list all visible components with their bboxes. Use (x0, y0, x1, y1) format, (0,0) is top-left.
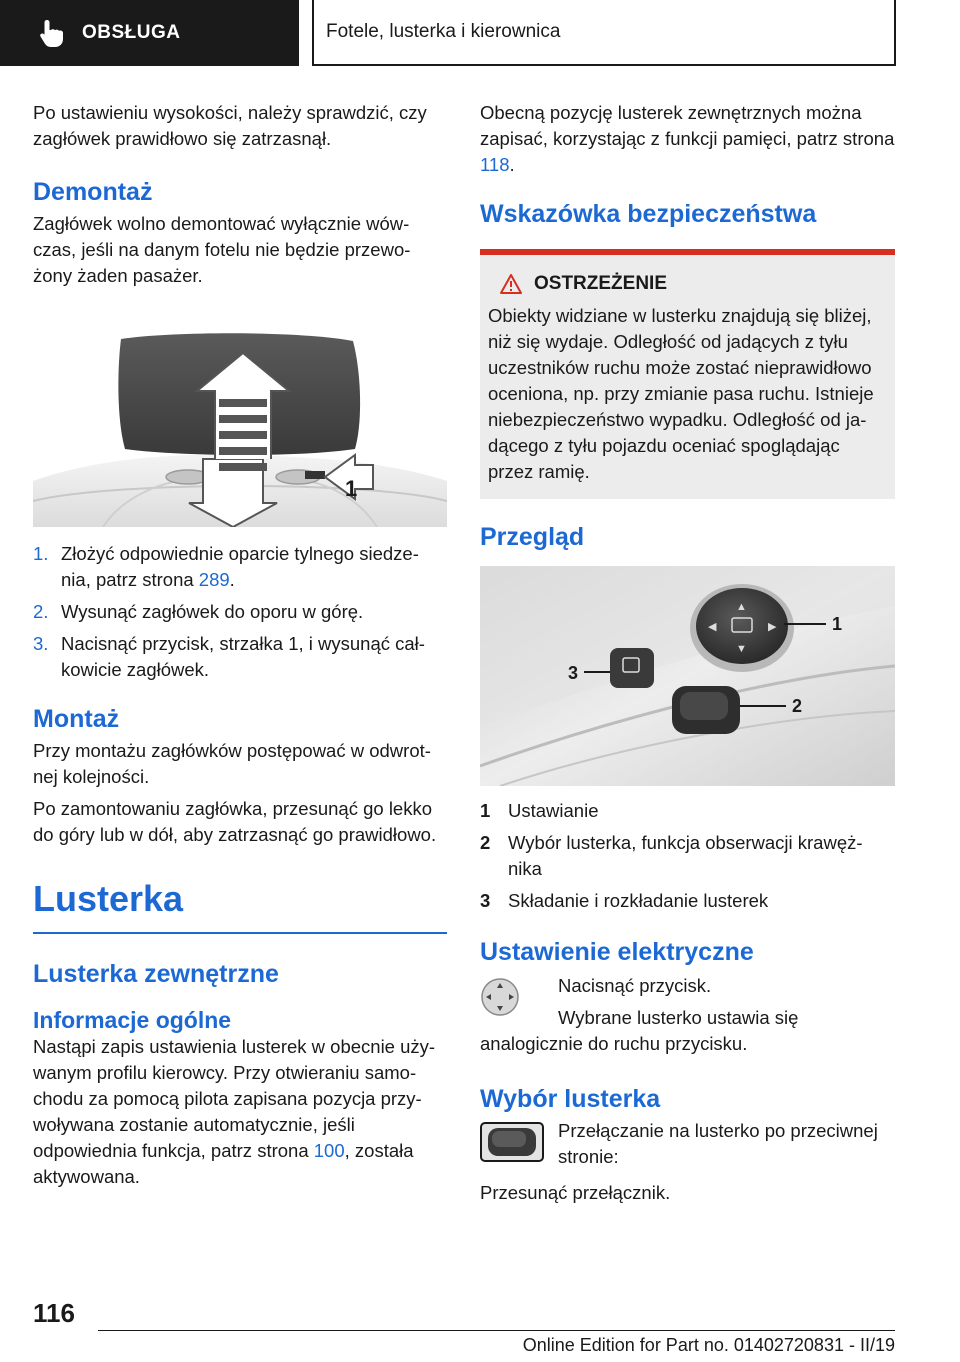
mirror-controls-image (480, 566, 895, 786)
overview-legend (480, 798, 895, 914)
warning-box (480, 249, 895, 499)
lusterka-heading: Lusterka (33, 878, 447, 934)
footer-divider (98, 1330, 895, 1331)
page-number: 116 (33, 1298, 75, 1328)
select-paragraph-1: Przełączanie na lusterko po przeciwnej stronie: (558, 1120, 878, 1167)
memory-paragraph: Obecną pozycję lusterek zewnętrznych można zapisać, korzystając z funkcji pamięci, patrz strona 118. (480, 102, 895, 175)
select-section (480, 1118, 895, 1206)
svg-text:◀: ◀ (708, 621, 717, 633)
safety-heading: Wskazówka bezpieczeństwa (480, 200, 817, 228)
select-paragraph-2: Przesunąć przełącznik. (480, 1182, 671, 1203)
header-section-tab (0, 0, 299, 66)
left-column (33, 100, 447, 1190)
informacje-ogolne-heading: Informacje ogólne (33, 1007, 232, 1033)
demontaz-steps-list (33, 541, 447, 683)
montaz-heading: Montaż (33, 705, 120, 733)
headrest-callout-1: 1 (345, 476, 358, 501)
przeglad-heading: Przegląd (480, 523, 585, 551)
header-section-label: OBSŁUGA (82, 22, 181, 43)
electric-section (480, 973, 895, 1057)
list-item: 3. Nacisnąć przycisk, strzałka 1, i wysunąć cał-kowicie zagłówek. (33, 633, 425, 680)
montaz-paragraph-1: Przy montażu zagłówków postępować w odwrot-nej kolejności. (33, 740, 431, 787)
electric-paragraph-2: Wybrane lusterko ustawia się analogicznie do ruchu przycisku. (480, 1007, 799, 1054)
page-link-289[interactable]: 289 (198, 569, 230, 590)
svg-text:▼: ▼ (736, 643, 747, 655)
mirror-selector-switch-icon (480, 1122, 544, 1167)
chapter-title-text: Fotele, lusterka i kierownica (326, 21, 561, 42)
hand-pointer-icon (38, 13, 78, 53)
mirror-callout-2: 2 (792, 696, 803, 716)
electric-paragraph-1: Nacisnąć przycisk. (558, 975, 712, 996)
header-chapter-title (312, 0, 896, 66)
warning-text: Obiekty widziane w lusterku znajdują się bliżej, niż się wydaje. Odległość od jadących z tyłu uczestników ruchu może zostać nieprawidłowo oceniona, np. przy zmianie pasa ruchu. Istnieje niebezpieczeństwo wypadku. Odległość od ja-dącego z tyłu pojazdu oceniać spoglądając przez ramię. (488, 305, 874, 482)
list-item: 2. Wysunąć zagłówek do oporu w górę. (33, 601, 364, 622)
mirror-callout-1: 1 (832, 614, 843, 634)
warning-triangle-icon (500, 274, 522, 294)
headrest-image (33, 331, 447, 527)
mirror-adjust-button-icon (480, 977, 520, 1022)
informacje-paragraph: Nastąpi zapis ustawienia lusterek w obecnie uży-wanym profilu kierowcy. Przy otwieraniu samo-chodu za pomocą pilota zapisana pozycja przy-woływana zostanie automatycznie, jeśli odpowiednia funkcja, patrz strona 100, została aktywowana. (33, 1036, 436, 1187)
svg-text:▲: ▲ (736, 601, 747, 613)
mirror-callout-3: 3 (568, 663, 579, 683)
list-item: 1 Ustawianie (480, 800, 599, 821)
list-item: 1. Złożyć odpowiednie oparcie tylnego siedze-nia, patrz strona 289. (33, 543, 419, 590)
footer-edition: Online Edition for Part no. 01402720831 - II/19 (522, 1335, 895, 1355)
page-link-118[interactable]: 118 (480, 154, 510, 175)
list-item: 3 Składanie i rozkładanie lusterek (480, 890, 769, 911)
demontaz-heading: Demontaż (33, 178, 153, 206)
warning-title: OSTRZEŻENIE (488, 273, 885, 295)
select-mirror-heading: Wybór lusterka (480, 1085, 661, 1113)
electric-heading: Ustawienie elektryczne (480, 938, 754, 966)
right-column (480, 100, 895, 1206)
svg-text:▶: ▶ (768, 621, 777, 633)
list-item: 2 Wybór lusterka, funkcja obserwacji krawęż-nika (480, 832, 863, 879)
montaz-paragraph-2: Po zamontowaniu zagłówka, przesunąć go lekko do góry lub w dół, aby zatrzasnąć go prawidłowo. (33, 798, 437, 845)
lusterka-zewnetrzne-heading: Lusterka zewnętrzne (33, 960, 279, 988)
demontaz-paragraph: Zagłówek wolno demontować wyłącznie wów-czas, jeśli na danym fotelu nie będzie przewo-żony żaden pasażer. (33, 213, 411, 286)
intro-paragraph: Po ustawieniu wysokości, należy sprawdzić, czy zagłówek prawidłowo się zatrzasnął. (33, 102, 427, 149)
page-link-100[interactable]: 100 (313, 1140, 345, 1161)
